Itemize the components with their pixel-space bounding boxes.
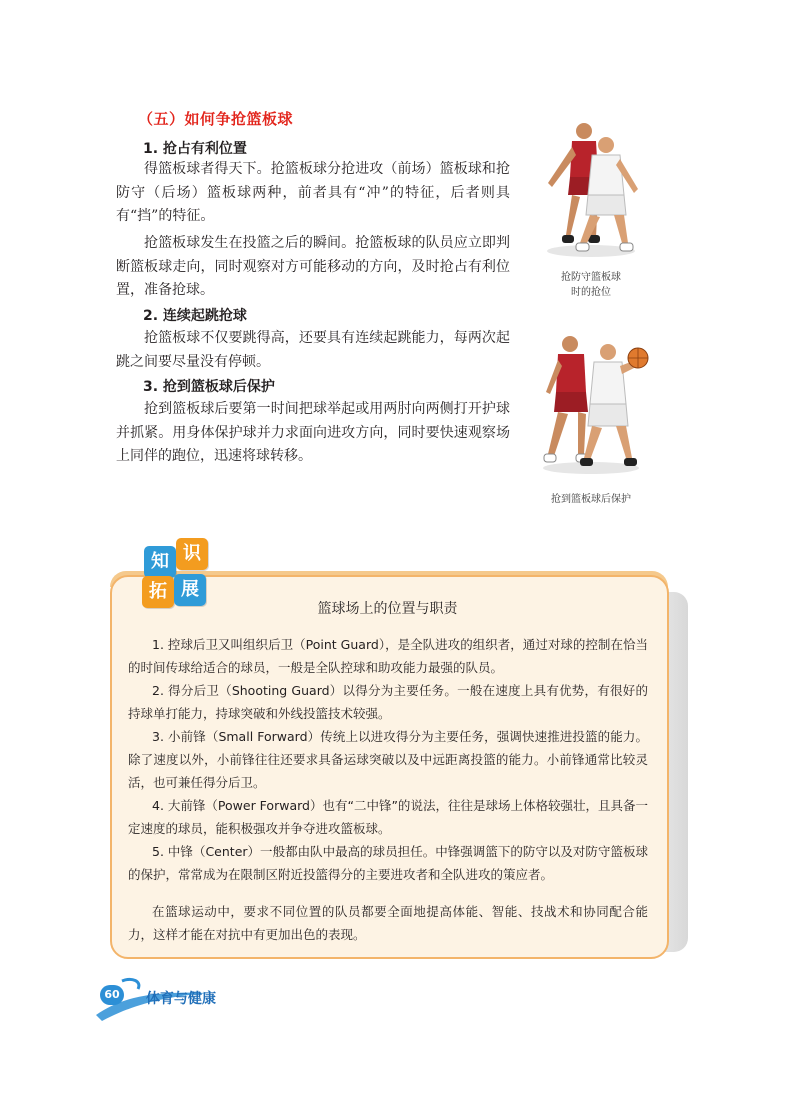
badge-tile-1: 知 [144, 546, 176, 578]
section-title: （五）如何争抢篮板球 [138, 110, 294, 128]
paragraph-1-1: 得篮板球者得天下。抢篮板球分抢进攻（前场）篮板球和抢防守（后场）篮板球两种，前者具有“冲”的特征，后者则具有“挡”的特征。 [116, 161, 510, 224]
subheading-2: 2. 连续起跳抢球 [143, 308, 247, 324]
knowledge-paragraph-1: 1. 控球后卫又叫组织后卫（Point Guard），是全队进攻的组织者，通过对球的控制在恰当的时间传球给适合的球员，一般是全队控球和助攻能力最强的队员。 [128, 637, 648, 675]
subheading-3: 3. 抢到篮板球后保护 [143, 379, 275, 395]
paragraph-1-2: 抢篮板球发生在投篮之后的瞬间。抢篮板球的队员应立即判断篮板球走向，同时观察对方可能移动的方向，及时抢占有利位置，准备抢球。 [116, 235, 510, 298]
protect-ball-illustration [526, 330, 656, 480]
badge-tile-2: 识 [176, 538, 208, 570]
book-title: 体育与健康 [146, 991, 216, 1007]
figure-protect-ball [526, 330, 656, 510]
badge-tile-4: 展 [174, 574, 206, 606]
knowledge-paragraph-6: 在篮球运动中，要求不同位置的队员都要全面地提高体能、智能、技战术和协同配合能力，这样才能在对抗中有更加出色的表现。 [128, 904, 648, 942]
badge-tile-3: 拓 [142, 576, 174, 608]
subheading-1: 1. 抢占有利位置 [143, 141, 247, 157]
paragraph-2-1: 抢篮板球不仅要跳得高，还要具有连续起跳能力，每两次起跳之间要尽量没有停顿。 [116, 330, 510, 370]
figure-caption-2: 抢到篮板球后保护 [551, 494, 631, 505]
paragraph-3-1: 抢到篮板球后要第一时间把球举起或用两肘向两侧打开护球并抓紧。用身体保护球并力求面向进攻方向，同时要快速观察场上同伴的跑位，迅速将球转移。 [116, 401, 510, 464]
knowledge-paragraph-4: 4. 大前锋（Power Forward）也有“二中锋”的说法，往往是球场上体格较强壮，且具备一定速度的球员，能积极强攻并争夺进攻篮板球。 [128, 798, 648, 836]
knowledge-paragraph-3: 3. 小前锋（Small Forward）传统上以进攻得分为主要任务，强调快速推进投篮的能力。除了速度以外，小前锋往往还要求具备运球突破以及中远距离投篮的能力。小前锋通常比较灵活，也可兼任得分后卫。 [128, 729, 648, 790]
figure-caption-1b: 时的抢位 [571, 287, 611, 298]
knowledge-title: 篮球场上的位置与职责 [317, 601, 458, 617]
knowledge-paragraph-2: 2. 得分后卫（Shooting Guard）以得分为主要任务。一般在速度上具有优势，有很好的持球单打能力，持球突破和外线投篮技术较强。 [128, 683, 648, 721]
page-number: 60 [100, 985, 124, 1005]
figure-caption-1a: 抢防守篮板球 [561, 272, 621, 283]
knowledge-paragraph-5: 5. 中锋（Center）一般都由队中最高的球员担任。中锋强调篮下的防守以及对防守篮板球的保护，常常成为在限制区附近投篮得分的主要进攻者和全队进攻的策应者。 [128, 844, 648, 882]
figure-boxout [526, 115, 656, 305]
boxout-illustration [526, 115, 656, 265]
